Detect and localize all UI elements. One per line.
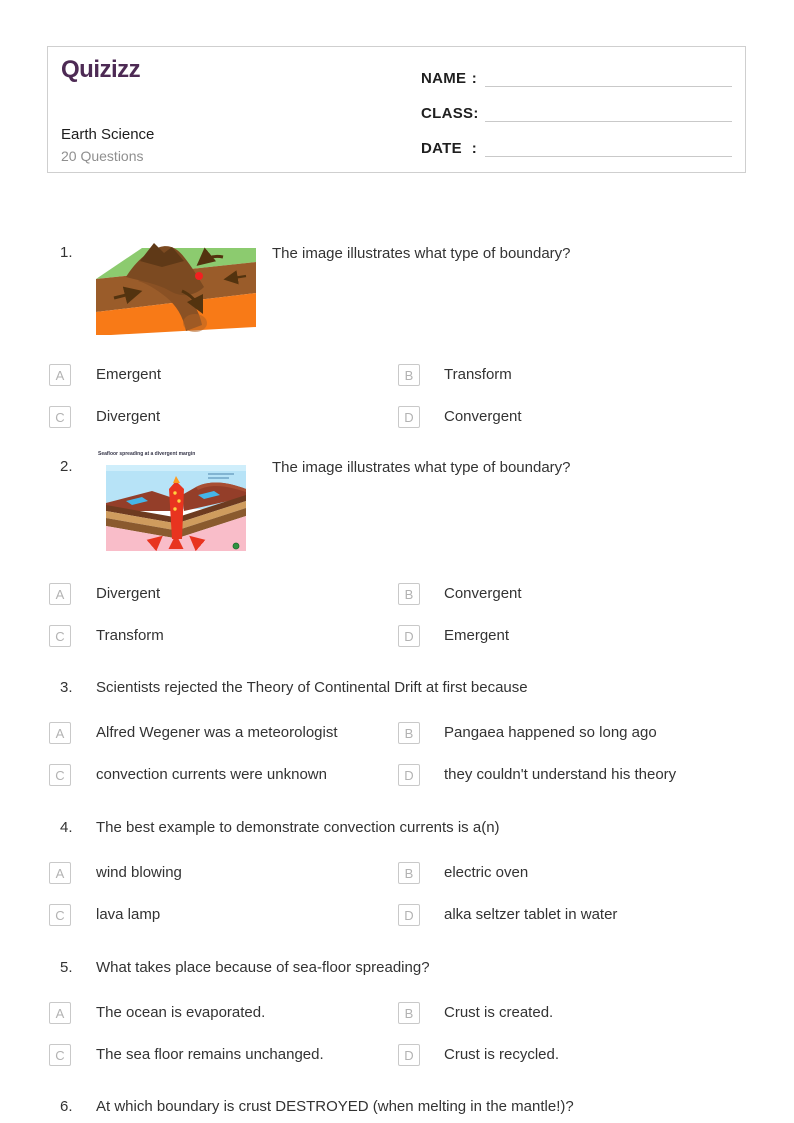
answer-options	[49, 862, 794, 926]
question-text: What takes place because of sea-floor spreading?	[96, 959, 430, 976]
question-number: 4.	[60, 819, 73, 836]
option-letter-b: B	[404, 725, 414, 741]
question-text: At which boundary is crust DESTROYED (when melting in the mantle!)?	[96, 1098, 574, 1115]
question-text: Scientists rejected the Theory of Continental Drift at first because	[96, 679, 528, 696]
option-letter-c: C	[55, 767, 65, 783]
question-number: 2.	[60, 458, 73, 475]
option-box-b[interactable]	[398, 1002, 420, 1024]
option-letter-d: D	[404, 628, 414, 644]
option-label-a: Emergent	[96, 366, 162, 383]
option-box-d[interactable]	[398, 764, 420, 786]
question-count: 20 Questions	[61, 148, 144, 164]
convergent-boundary-svg	[96, 235, 256, 335]
worksheet-title: Earth Science	[61, 126, 155, 143]
option-box-a[interactable]	[49, 722, 71, 744]
option-box-d[interactable]	[398, 406, 420, 428]
question-number: 3.	[60, 679, 73, 696]
seafloor-spreading-svg	[96, 459, 256, 551]
date-field-label: DATE	[421, 140, 462, 157]
option-box-c[interactable]	[49, 1044, 71, 1066]
option-label-d: Crust is recycled.	[444, 1046, 560, 1063]
option-box-b[interactable]	[398, 862, 420, 884]
option-box-c[interactable]	[49, 764, 71, 786]
option-letter-c: C	[55, 409, 65, 425]
option-box-d[interactable]	[398, 904, 420, 926]
question-5	[0, 958, 794, 1066]
option-label-a: Alfred Wegener was a meteorologist	[96, 724, 338, 741]
option-label-d: Convergent	[444, 408, 522, 425]
image-caption: Seafloor spreading at a divergent margin	[98, 451, 196, 457]
option-letter-c: C	[55, 628, 65, 644]
option-box-c[interactable]	[49, 904, 71, 926]
date-field-colon: :	[471, 140, 477, 157]
answer-options	[49, 364, 794, 428]
option-letter-a: A	[55, 725, 65, 741]
class-field-label: CLASS	[421, 105, 474, 122]
option-label-a: wind blowing	[96, 864, 182, 881]
option-label-b: Transform	[444, 366, 512, 383]
option-label-a: Divergent	[96, 585, 161, 602]
option-label-d: Emergent	[444, 627, 510, 644]
option-label-a: The ocean is evaporated.	[96, 1004, 266, 1021]
question-1	[0, 235, 794, 428]
option-letter-d: D	[404, 409, 414, 425]
option-box-b[interactable]	[398, 722, 420, 744]
option-letter-d: D	[404, 767, 414, 783]
question-number: 6.	[60, 1098, 73, 1115]
option-label-c: Divergent	[96, 408, 161, 425]
option-label-c: lava lamp	[96, 906, 161, 923]
option-letter-d: D	[404, 1047, 414, 1063]
option-label-c: The sea floor remains unchanged.	[96, 1046, 324, 1063]
answer-options	[49, 1002, 794, 1066]
option-box-d[interactable]	[398, 625, 420, 647]
option-label-c: Transform	[96, 627, 164, 644]
option-box-b[interactable]	[398, 583, 420, 605]
name-field-colon: :	[471, 70, 477, 87]
option-box-c[interactable]	[49, 625, 71, 647]
option-letter-b: B	[404, 586, 414, 602]
question-6	[0, 1097, 794, 1117]
option-label-b: Crust is created.	[444, 1004, 554, 1021]
option-letter-a: A	[55, 586, 65, 602]
option-letter-a: A	[55, 367, 65, 383]
option-box-c[interactable]	[49, 406, 71, 428]
question-4	[0, 818, 794, 926]
class-field-colon: :	[473, 105, 479, 122]
option-letter-b: B	[404, 1005, 414, 1021]
option-label-d: alka seltzer tablet in water	[444, 906, 618, 923]
option-box-a[interactable]	[49, 862, 71, 884]
option-box-b[interactable]	[398, 364, 420, 386]
option-box-a[interactable]	[49, 583, 71, 605]
option-letter-c: C	[55, 907, 65, 923]
option-box-d[interactable]	[398, 1044, 420, 1066]
option-letter-b: B	[404, 367, 414, 383]
option-label-c: convection currents were unknown	[96, 766, 327, 783]
name-field-label: NAME	[421, 70, 467, 87]
option-label-b: electric oven	[444, 864, 529, 881]
question-text: The image illustrates what type of boundary?	[272, 245, 571, 262]
option-letter-c: C	[55, 1047, 65, 1063]
option-letter-b: B	[404, 865, 414, 881]
option-label-b: Convergent	[444, 585, 522, 602]
option-label-b: Pangaea happened so long ago	[444, 724, 657, 741]
question-2	[0, 449, 794, 647]
answer-options	[49, 583, 794, 647]
option-letter-a: A	[55, 865, 65, 881]
quizizz-logo: Quizizz	[61, 56, 141, 83]
question-text: The image illustrates what type of boundary?	[272, 459, 571, 476]
question-number: 5.	[60, 959, 73, 976]
option-letter-d: D	[404, 907, 414, 923]
question-text: The best example to demonstrate convection currents is a(n)	[96, 819, 500, 836]
question-number: 1.	[60, 244, 73, 261]
seafloor-spreading-image	[96, 449, 256, 551]
option-letter-a: A	[55, 1005, 65, 1021]
convergent-boundary-image	[96, 235, 256, 335]
option-box-a[interactable]	[49, 1002, 71, 1024]
question-3	[0, 678, 794, 786]
option-label-d: they couldn't understand his theory	[444, 766, 677, 783]
option-box-a[interactable]	[49, 364, 71, 386]
answer-options	[49, 722, 794, 786]
